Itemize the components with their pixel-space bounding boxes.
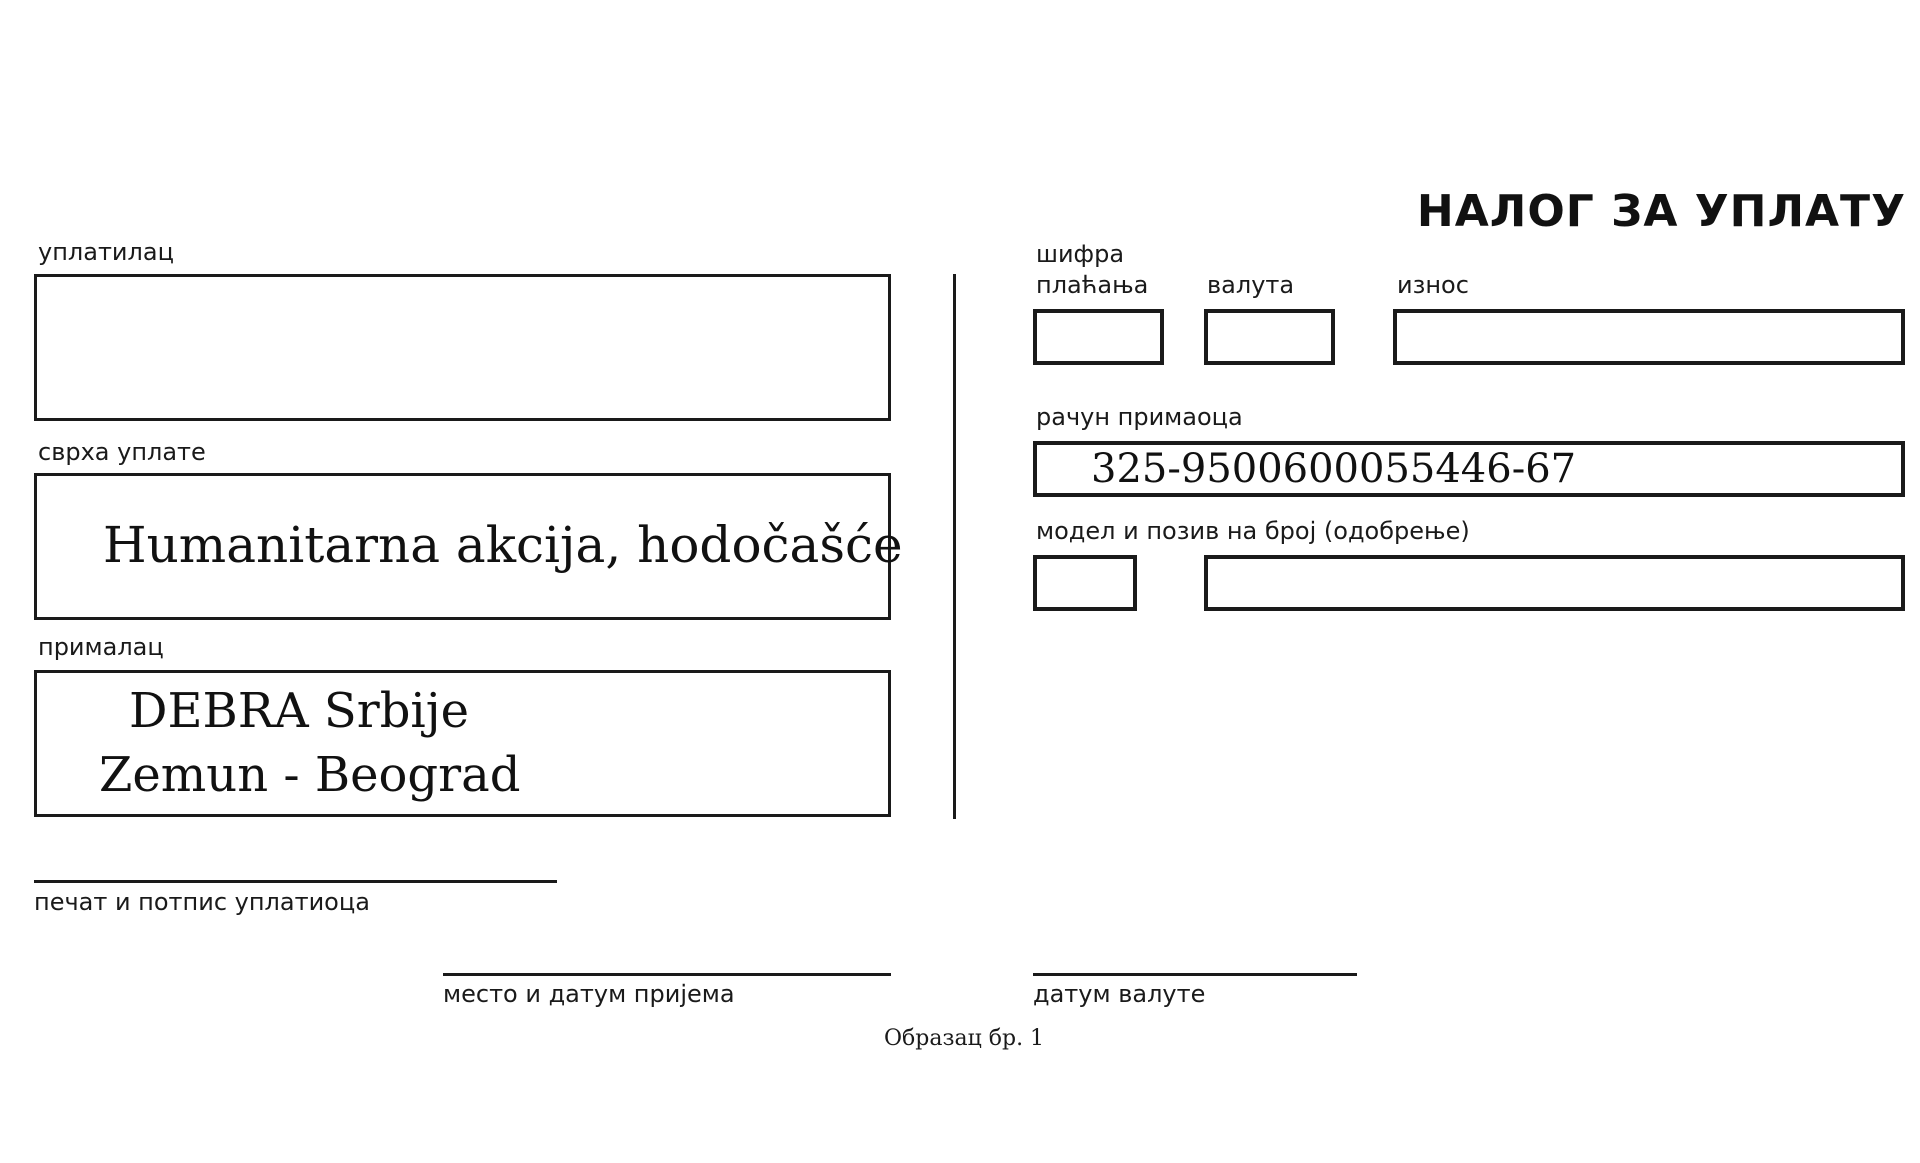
purpose-label: сврха уплате bbox=[38, 438, 206, 466]
payment-code-label-line-2: плаћања bbox=[1036, 271, 1149, 299]
signature-line bbox=[34, 880, 557, 883]
value-date-line bbox=[1033, 973, 1357, 976]
amount-label: износ bbox=[1397, 271, 1469, 299]
payment-code-field[interactable] bbox=[1033, 309, 1164, 365]
reference-number-field[interactable] bbox=[1204, 555, 1905, 611]
model-field[interactable] bbox=[1033, 555, 1137, 611]
payer-field[interactable] bbox=[34, 274, 891, 421]
column-divider bbox=[953, 274, 956, 819]
recipient-field[interactable] bbox=[34, 670, 891, 817]
recipient-account-value: 325-9500600055446-67 bbox=[1091, 446, 1577, 492]
payer-label: уплатилац bbox=[38, 238, 174, 266]
recipient-line-1: DEBRA Srbije bbox=[129, 683, 470, 739]
payment-code-label-line-1: шифра bbox=[1036, 240, 1125, 268]
form-title: НАЛОГ ЗА УПЛАТУ bbox=[1416, 186, 1906, 237]
recipient-label: прималац bbox=[38, 633, 164, 661]
place-date-line bbox=[443, 973, 891, 976]
value-date-label: датум валуте bbox=[1033, 980, 1206, 1008]
place-date-label: место и датум пријема bbox=[443, 980, 735, 1008]
purpose-field[interactable] bbox=[34, 473, 903, 620]
currency-label: валута bbox=[1207, 271, 1295, 299]
purpose-value: Humanitarna akcija, hodočašće bbox=[103, 516, 903, 574]
model-reference-label: модел и позив на број (одобрење) bbox=[1036, 517, 1470, 545]
recipient-line-2: Zemun - Beograd bbox=[99, 747, 521, 803]
amount-field[interactable] bbox=[1393, 309, 1905, 365]
signature-label: печат и потпис уплатиоца bbox=[34, 888, 370, 916]
form-number: Образац бр. 1 bbox=[884, 1026, 1045, 1051]
recipient-account-field[interactable] bbox=[1033, 441, 1905, 497]
recipient-account-label: рачун примаоца bbox=[1036, 403, 1243, 431]
currency-field[interactable] bbox=[1204, 309, 1335, 365]
